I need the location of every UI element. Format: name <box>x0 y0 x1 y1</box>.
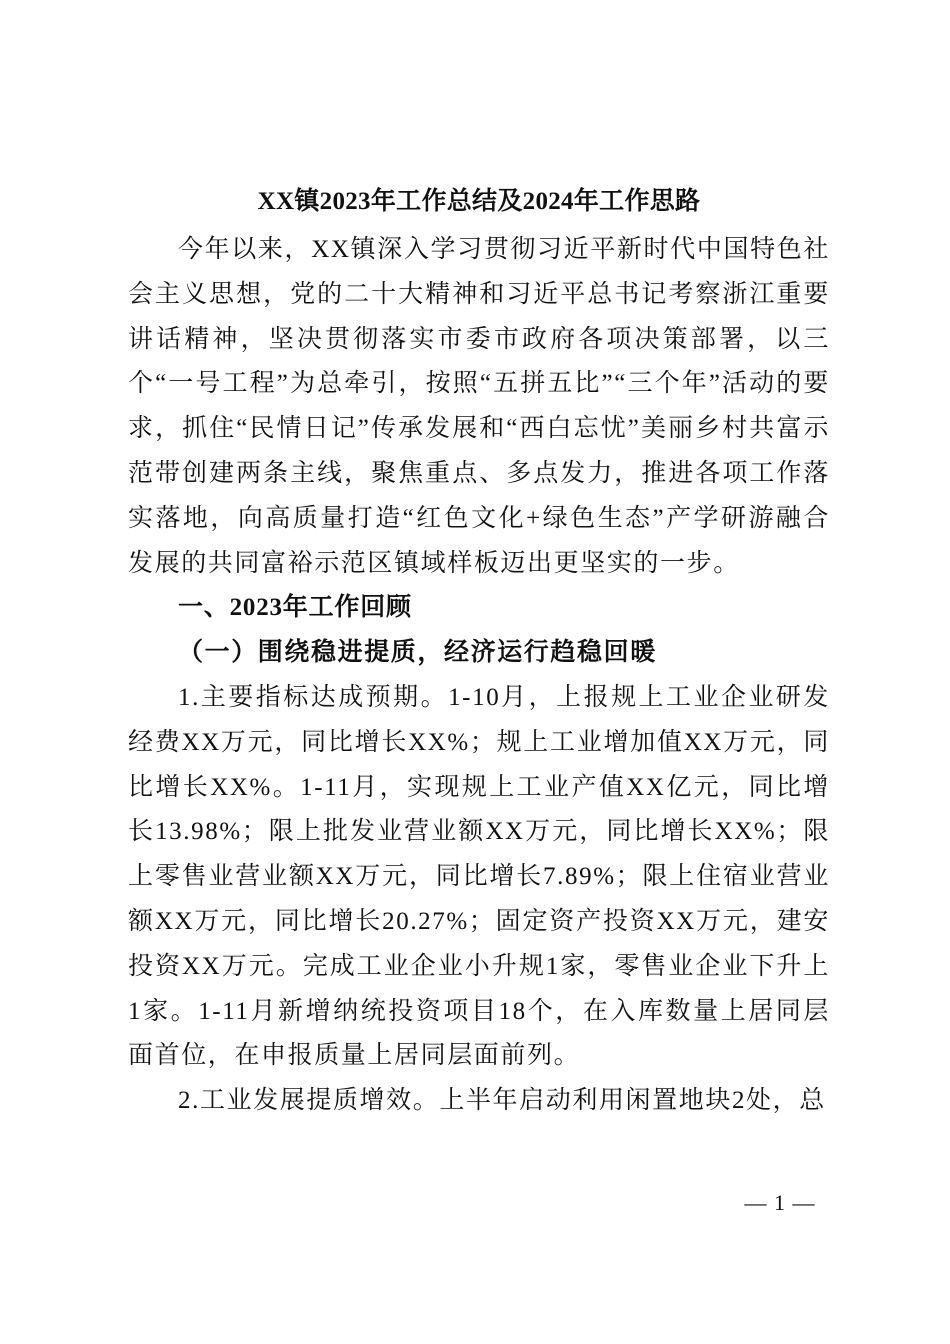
document-title: XX镇2023年工作总结及2024年工作思路 <box>257 188 701 215</box>
intro-paragraph: 今年以来，XX镇深入学习贯彻习近平新时代中国特色社会主义思想，党的二十大精神和习近平总书记考察浙江重要讲话精神，坚决贯彻落实市委市政府各项决策部署，以三个“一号工程”为总牵引，按照“五拼五比”“三个年”活动的要求，抓住“民情日记”传承发展和“西白忘忧”美丽乡村共富示范带创建两条主线，聚焦重点、多点发力，推进各项工作落实落地，向高质量打造“红色文化+绿色生态”产学研游融合发展的共同富裕示范区镇域样板迈出更坚实的一步。 <box>128 236 830 577</box>
item-paragraph-indicators: 1.主要指标达成预期。1-10月，上报规上工业企业研发经费XX万元，同比增长XX%；规上工业增加值XX万元，同比增长XX%。1-11月，实现规上工业产值XX亿元，同比增长13.98%；限上批发业营业额XX万元，同比增长XX%；限上零售业营业额XX万元，同比增长7.89%；限上住宿业营业额XX万元，同比增长20.27%；固定资产投资XX万元，建安投资XX万元。完成工业企业小升规1家，零售业企业下升上1家。1-11月新增纳统投资项目18个，在入库数量上居同层面首位，在申报质量上居同层面前列。 <box>128 683 830 1070</box>
subsection-heading-economy: （一）围绕稳进提质，经济运行趋稳回暖 <box>178 639 657 667</box>
page-number: — 1 — <box>744 1190 816 1215</box>
section-heading-work-review: 一、2023年工作回顾 <box>178 594 412 622</box>
document-body <box>128 180 830 1124</box>
item-paragraph-industry: 2.工业发展提质增效。上半年启动利用闲置地块2处，总 <box>178 1087 826 1115</box>
